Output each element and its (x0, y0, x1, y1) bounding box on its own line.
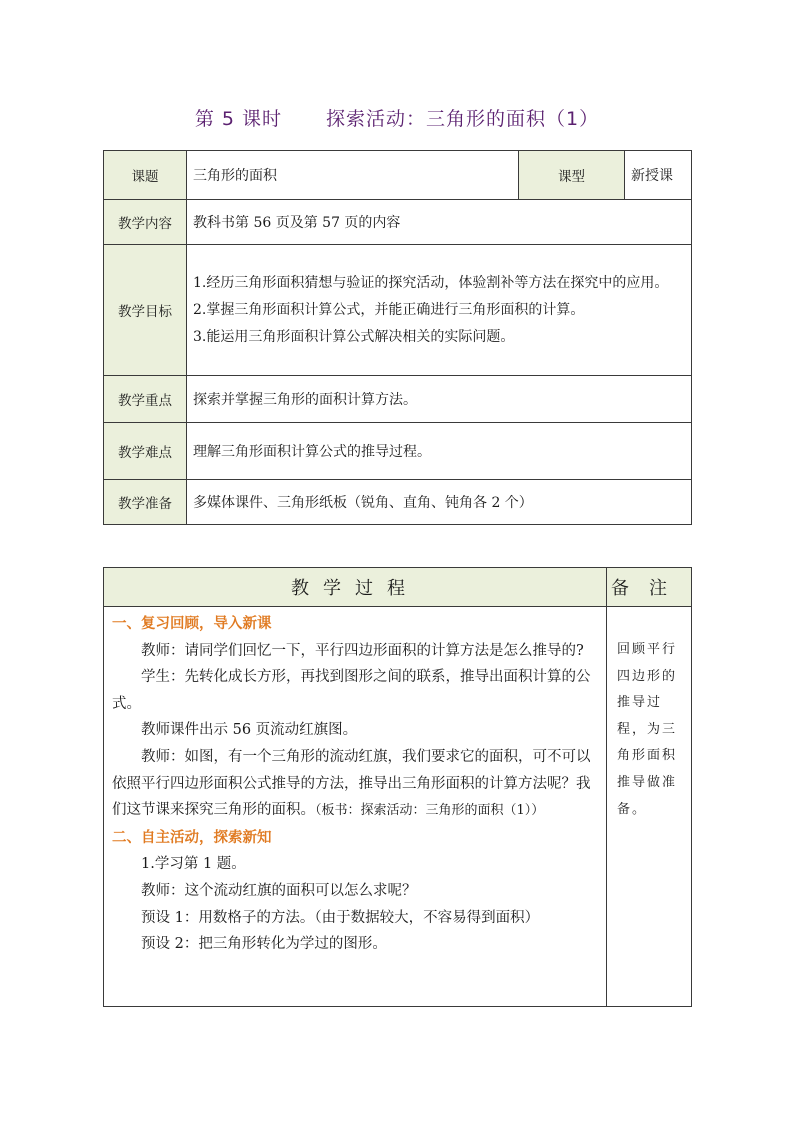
goal-item: 2.掌握三角形面积计算公式，并能正确进行三角形面积的计算。 (193, 301, 585, 318)
section-heading: 二、自主活动，探索新知 (112, 829, 272, 846)
content-value: 教科书第 56 页及第 57 页的内容 (187, 200, 692, 245)
teaching-process-table (103, 567, 692, 1007)
paragraph: 教师：请同学们回忆一下，平行四边形面积的计算方法是怎么推导的? (141, 642, 584, 659)
lesson-topic: 探索活动：三角形的面积（1） (326, 108, 600, 130)
key-value: 探索并掌握三角形的面积计算方法。 (187, 376, 692, 423)
board-note: （板书：探索活动：三角形的面积（1）） (315, 803, 545, 819)
paragraph: 学生：先转化成长方形，再找到图形之间的联系，推导出面积计算的公式。 (112, 669, 591, 712)
prep-value: 多媒体课件、三角形纸板（锐角、直角、钝角各 2 个） (187, 480, 692, 525)
process-body-row (104, 607, 692, 1007)
lesson-info-table (103, 150, 692, 525)
paragraph: 预设 2：把三角形转化为学过的图形。 (141, 936, 387, 953)
difficulty-row (104, 423, 692, 480)
difficulty-value: 理解三角形面积计算公式的推导过程。 (187, 423, 692, 480)
key-label: 教学重点 (104, 376, 187, 423)
process-body (104, 607, 607, 1007)
paragraph: 1.学习第 1 题。 (141, 856, 246, 873)
difficulty-label: 教学难点 (104, 423, 187, 480)
topic-value: 三角形的面积 (187, 151, 519, 200)
paragraph-text: 教师：如图，有一个三角形的流动红旗，我们要求它的面积，可不可以依照平行四边形面积公式推导的方法，推导出三角形面积的计算方法呢？我们这节课来探究三角形的面积。 (112, 748, 591, 819)
note-cell: 回顾平行四边形的推导过程，为三角形面积推导做准备。 (607, 607, 692, 1007)
content-row (104, 200, 692, 245)
paragraph (112, 744, 600, 825)
paragraph: 教师：这个流动红旗的面积可以怎么求呢？ (141, 882, 417, 899)
process-header-row (104, 568, 692, 607)
topic-label: 课题 (104, 151, 187, 200)
goals-value (187, 245, 692, 376)
process-header: 教学过程 (104, 568, 607, 607)
lesson-number: 第 5 课时 (194, 108, 283, 130)
type-value: 新授课 (625, 151, 692, 200)
goals-row (104, 245, 692, 376)
paragraph: 预设 1：用数格子的方法。（由于数据较大，不容易得到面积） (141, 909, 540, 926)
goal-item: 3.能运用三角形面积计算公式解决相关的实际问题。 (193, 328, 515, 345)
prep-row (104, 480, 692, 525)
note-header: 备注 (607, 568, 692, 607)
goal-item: 1.经历三角形面积猜想与验证的探究活动，体验割补等方法在探究中的应用。 (193, 274, 669, 291)
topic-row (104, 151, 692, 200)
content-label: 教学内容 (104, 200, 187, 245)
paragraph: 教师课件出示 56 页流动红旗图。 (141, 722, 358, 739)
page-title (0, 104, 794, 131)
goals-label: 教学目标 (104, 245, 187, 376)
prep-label: 教学准备 (104, 480, 187, 525)
key-row (104, 376, 692, 423)
section-heading: 一、复习回顾，导入新课 (112, 616, 272, 632)
type-label: 课型 (519, 151, 625, 200)
